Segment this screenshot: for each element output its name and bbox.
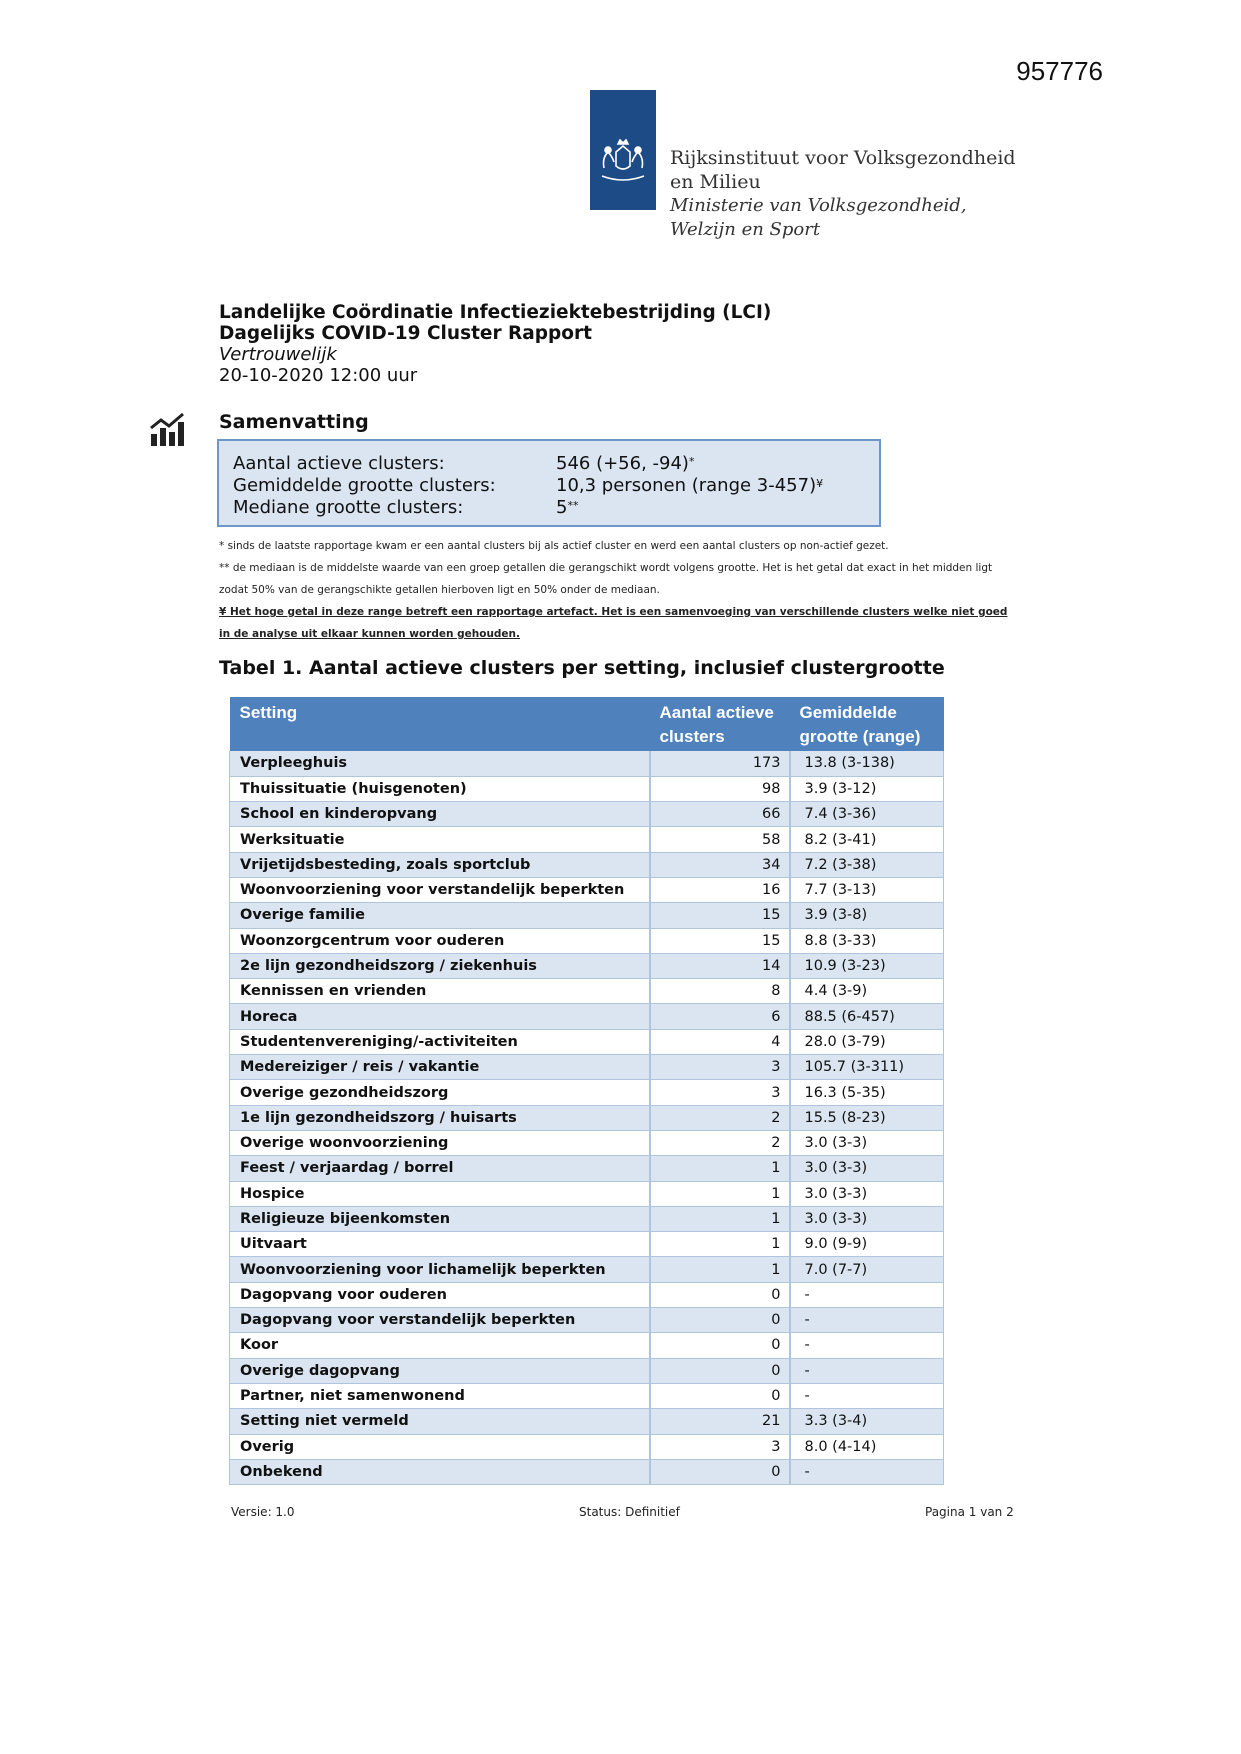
coat-of-arms-icon xyxy=(596,138,650,184)
organization-name xyxy=(670,146,1016,242)
table-row xyxy=(230,928,944,953)
table-row xyxy=(230,1459,944,1484)
cell-active-clusters: 0 xyxy=(650,1282,790,1307)
cell-mean-size: 13.8 (3-138) xyxy=(790,751,944,776)
cell-active-clusters: 21 xyxy=(650,1409,790,1434)
cell-mean-size: 3.0 (3-3) xyxy=(790,1206,944,1231)
footnote-1: * sinds de laatste rapportage kwam er een aantal clusters bij als actief cluster en werd een aantal clusters op non-actief gezet. xyxy=(219,540,889,552)
footnote-3b: in de analyse uit elkaar kunnen worden gehouden. xyxy=(219,628,521,640)
cell-mean-size: 88.5 (6-457) xyxy=(790,1004,944,1029)
cell-setting: Koor xyxy=(230,1333,650,1358)
document-number: 957776 xyxy=(1016,56,1103,86)
cell-mean-size: - xyxy=(790,1282,944,1307)
table-row xyxy=(230,1333,944,1358)
table-row xyxy=(230,776,944,801)
summary-box xyxy=(217,439,881,527)
cell-setting: Medereiziger / reis / vakantie xyxy=(230,1055,650,1080)
cell-active-clusters: 1 xyxy=(650,1156,790,1181)
table-row xyxy=(230,1232,944,1257)
cell-active-clusters: 0 xyxy=(650,1333,790,1358)
org-line-3: Ministerie van Volksgezondheid, xyxy=(670,195,967,216)
cell-setting: Woonvoorziening voor lichamelijk beperkten xyxy=(230,1257,650,1282)
cell-mean-size: 8.8 (3-33) xyxy=(790,928,944,953)
cell-setting: Verpleeghuis xyxy=(230,751,650,776)
table-row xyxy=(230,1206,944,1231)
cell-active-clusters: 15 xyxy=(650,928,790,953)
footnotes xyxy=(219,535,1029,645)
cell-mean-size: 105.7 (3-311) xyxy=(790,1055,944,1080)
org-line-2: en Milieu xyxy=(670,171,761,193)
org-line-4: Welzijn en Sport xyxy=(670,219,821,240)
table-row xyxy=(230,1383,944,1408)
table-row xyxy=(230,1434,944,1459)
table-row xyxy=(230,1055,944,1080)
cell-active-clusters: 16 xyxy=(650,877,790,902)
cell-setting: Overige dagopvang xyxy=(230,1358,650,1383)
cell-mean-size: 3.0 (3-3) xyxy=(790,1130,944,1155)
cell-active-clusters: 14 xyxy=(650,953,790,978)
cell-mean-size: - xyxy=(790,1459,944,1484)
table-row xyxy=(230,953,944,978)
table-body xyxy=(230,751,944,1485)
cell-setting: Werksituatie xyxy=(230,827,650,852)
cell-mean-size: 7.4 (3-36) xyxy=(790,802,944,827)
cell-mean-size: 28.0 (3-79) xyxy=(790,1029,944,1054)
cell-active-clusters: 1 xyxy=(650,1257,790,1282)
cell-active-clusters: 173 xyxy=(650,751,790,776)
footer-page: Pagina 1 van 2 xyxy=(925,1505,1014,1519)
cell-setting: Woonzorgcentrum voor ouderen xyxy=(230,928,650,953)
cell-active-clusters: 0 xyxy=(650,1383,790,1408)
cell-mean-size: - xyxy=(790,1383,944,1408)
cell-setting: Thuissituatie (huisgenoten) xyxy=(230,776,650,801)
cell-active-clusters: 58 xyxy=(650,827,790,852)
cell-active-clusters: 6 xyxy=(650,1004,790,1029)
cell-setting: Vrijetijdsbesteding, zoals sportclub xyxy=(230,852,650,877)
cell-setting: Setting niet vermeld xyxy=(230,1409,650,1434)
cell-mean-size: 9.0 (9-9) xyxy=(790,1232,944,1257)
cell-active-clusters: 15 xyxy=(650,903,790,928)
cell-active-clusters: 3 xyxy=(650,1434,790,1459)
cell-mean-size: 7.0 (7-7) xyxy=(790,1257,944,1282)
cell-setting: Hospice xyxy=(230,1181,650,1206)
cell-active-clusters: 4 xyxy=(650,1029,790,1054)
summary-row-mean: Gemiddelde grootte clusters: 10,3 personen (range 3-457)¥ xyxy=(233,475,824,496)
table-row xyxy=(230,1004,944,1029)
cell-mean-size: 16.3 (5-35) xyxy=(790,1080,944,1105)
cell-mean-size: 4.4 (3-9) xyxy=(790,979,944,1004)
cell-setting: Woonvoorziening voor verstandelijk beperkten xyxy=(230,877,650,902)
cell-setting: 1e lijn gezondheidszorg / huisarts xyxy=(230,1105,650,1130)
summary-row-active: Aantal actieve clusters: 546 (+56, -94)* xyxy=(233,453,695,474)
table-row xyxy=(230,1308,944,1333)
report-header xyxy=(219,302,771,386)
cell-setting: Overig xyxy=(230,1434,650,1459)
footnote-2a: ** de mediaan is de middelste waarde van een groep getallen die gerangschikt wordt volgens grootte. Het is het getal dat exact in het midden ligt xyxy=(219,562,993,574)
cell-active-clusters: 34 xyxy=(650,852,790,877)
header-mean-size: Gemiddelde grootte (range) xyxy=(790,697,944,751)
report-title-1: Landelijke Coördinatie Infectieziektebestrijding (LCI) xyxy=(219,302,772,323)
cell-active-clusters: 3 xyxy=(650,1080,790,1105)
cell-mean-size: 7.2 (3-38) xyxy=(790,852,944,877)
cell-active-clusters: 66 xyxy=(650,802,790,827)
cell-setting: Uitvaart xyxy=(230,1232,650,1257)
cell-mean-size: 3.3 (3-4) xyxy=(790,1409,944,1434)
header-setting: Setting xyxy=(230,697,650,751)
cell-mean-size: - xyxy=(790,1333,944,1358)
table-row xyxy=(230,802,944,827)
cell-active-clusters: 3 xyxy=(650,1055,790,1080)
cell-setting: Onbekend xyxy=(230,1459,650,1484)
summary-title: Samenvatting xyxy=(219,411,369,433)
cell-active-clusters: 0 xyxy=(650,1308,790,1333)
cell-mean-size: 3.9 (3-8) xyxy=(790,903,944,928)
rijksoverheid-logo xyxy=(590,90,656,210)
cell-mean-size: 3.9 (3-12) xyxy=(790,776,944,801)
cell-active-clusters: 2 xyxy=(650,1105,790,1130)
footnote-3a: ¥ Het hoge getal in deze range betreft een rapportage artefact. Het is een samenvoeging van verschillende clusters welke niet goed xyxy=(219,606,1008,618)
cell-active-clusters: 2 xyxy=(650,1130,790,1155)
table-row xyxy=(230,877,944,902)
chart-icon xyxy=(149,412,187,452)
cell-setting: Kennissen en vrienden xyxy=(230,979,650,1004)
table-row xyxy=(230,852,944,877)
table-row xyxy=(230,827,944,852)
table-row xyxy=(230,979,944,1004)
cell-active-clusters: 0 xyxy=(650,1358,790,1383)
cell-mean-size: 3.0 (3-3) xyxy=(790,1181,944,1206)
report-title-2: Dagelijks COVID-19 Cluster Rapport xyxy=(219,323,592,344)
cell-setting: Dagopvang voor ouderen xyxy=(230,1282,650,1307)
cell-setting: Horeca xyxy=(230,1004,650,1029)
cell-active-clusters: 1 xyxy=(650,1232,790,1257)
table-row xyxy=(230,1029,944,1054)
classification: Vertrouwelijk xyxy=(219,344,337,365)
table-row xyxy=(230,1156,944,1181)
cell-setting: Partner, niet samenwonend xyxy=(230,1383,650,1408)
table-row xyxy=(230,1130,944,1155)
header-active-clusters: Aantal actieve clusters xyxy=(650,697,790,751)
cell-mean-size: 3.0 (3-3) xyxy=(790,1156,944,1181)
table-row xyxy=(230,903,944,928)
table-row xyxy=(230,1409,944,1434)
cell-mean-size: 7.7 (3-13) xyxy=(790,877,944,902)
table-row xyxy=(230,1358,944,1383)
cell-mean-size: 8.2 (3-41) xyxy=(790,827,944,852)
cell-mean-size: 10.9 (3-23) xyxy=(790,953,944,978)
footnote-2b: zodat 50% van de gerangschikte getallen hierboven ligt en 50% onder de mediaan. xyxy=(219,584,660,596)
cell-setting: 2e lijn gezondheidszorg / ziekenhuis xyxy=(230,953,650,978)
footer-status: Status: Definitief xyxy=(579,1505,680,1519)
report-datetime: 20-10-2020 12:00 uur xyxy=(219,365,418,386)
cell-setting: Dagopvang voor verstandelijk beperkten xyxy=(230,1308,650,1333)
footer-version: Versie: 1.0 xyxy=(231,1505,295,1519)
cell-setting: Religieuze bijeenkomsten xyxy=(230,1206,650,1231)
cell-mean-size: 8.0 (4-14) xyxy=(790,1434,944,1459)
cell-setting: Overige woonvoorziening xyxy=(230,1130,650,1155)
org-line-1: Rijksinstituut voor Volksgezondheid xyxy=(670,147,1016,169)
cell-mean-size: - xyxy=(790,1358,944,1383)
table-row xyxy=(230,1282,944,1307)
table-title: Tabel 1. Aantal actieve clusters per setting, inclusief clustergrootte xyxy=(219,657,945,679)
cell-setting: Overige familie xyxy=(230,903,650,928)
cell-active-clusters: 98 xyxy=(650,776,790,801)
cell-setting: Overige gezondheidszorg xyxy=(230,1080,650,1105)
table-header-row xyxy=(230,697,944,751)
table-row xyxy=(230,1257,944,1282)
summary-row-median: Mediane grootte clusters: 5** xyxy=(233,497,579,518)
cell-active-clusters: 1 xyxy=(650,1181,790,1206)
cell-mean-size: 15.5 (8-23) xyxy=(790,1105,944,1130)
cell-mean-size: - xyxy=(790,1308,944,1333)
cell-setting: Feest / verjaardag / borrel xyxy=(230,1156,650,1181)
table-row xyxy=(230,751,944,776)
table-row xyxy=(230,1105,944,1130)
table-row xyxy=(230,1080,944,1105)
table-row xyxy=(230,1181,944,1206)
cell-setting: Studentenvereniging/-activiteiten xyxy=(230,1029,650,1054)
cell-setting: School en kinderopvang xyxy=(230,802,650,827)
cell-active-clusters: 1 xyxy=(650,1206,790,1231)
clusters-table xyxy=(229,697,944,1485)
cell-active-clusters: 0 xyxy=(650,1459,790,1484)
cell-active-clusters: 8 xyxy=(650,979,790,1004)
